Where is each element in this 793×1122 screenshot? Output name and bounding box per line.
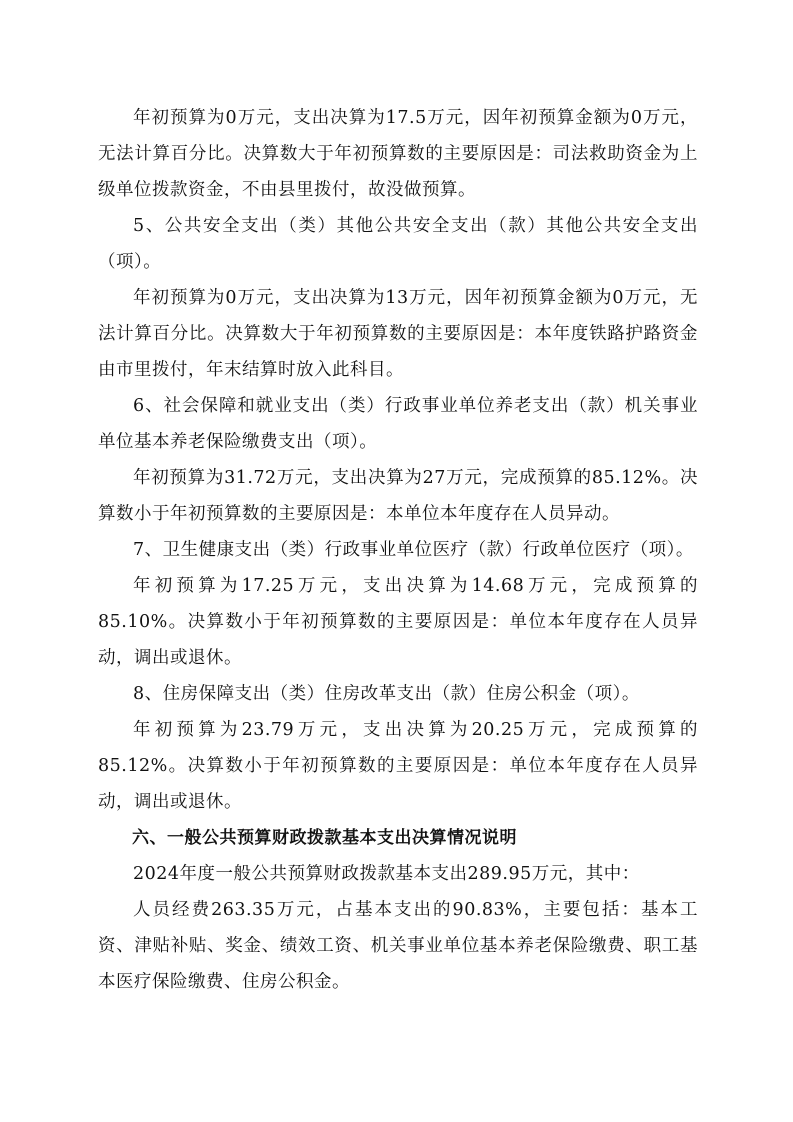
paragraph-personnel-expenses: 人员经费263.35万元，占基本支出的90.83%，主要包括：基本工资、津贴补贴、奖金、绩效工资、机关事业单位基本养老保险缴费、职工基本医疗保险缴费、住房公积金。: [98, 900, 698, 992]
section-heading: 六、一般公共预算财政拨款基本支出决算情况说明: [132, 828, 517, 848]
paragraph-item-8-budget: 年初预算为23.79万元，支出决算为20.25万元，完成预算的85.12%。决算数小于年初预算数的主要原因是：单位本年度存在人员异动，调出或退休。: [98, 720, 698, 812]
paragraph-judicial-aid-budget: 年初预算为0万元，支出决算为17.5万元，因年初预算金额为0万元，无法计算百分比。决算数大于年初预算数的主要原因是：司法救助资金为上级单位拨款资金，不由县里拨付，故没做预算。: [98, 108, 698, 200]
paragraph-item-7-budget: 年初预算为17.25万元，支出决算为14.68万元，完成预算的85.10%。决算数小于年初预算数的主要原因是：单位本年度存在人员异动，调出或退休。: [98, 576, 698, 668]
paragraph-item-7-title: 7、卫生健康支出（类）行政事业单位医疗（款）行政单位医疗（项）。: [133, 540, 694, 560]
paragraph-item-5-title: 5、公共安全支出（类）其他公共安全支出（款）其他公共安全支出（项）。: [98, 216, 698, 272]
paragraph-item-6-title: 6、社会保障和就业支出（类）行政事业单位养老支出（款）机关事业单位基本养老保险缴费支出（项）。: [98, 396, 698, 452]
document-body: [98, 100, 698, 1000]
paragraph-basic-expenditure-total: 2024年度一般公共预算财政拨款基本支出289.95万元，其中：: [133, 864, 640, 884]
paragraph-item-5-budget: 年初预算为0万元，支出决算为13万元，因年初预算金额为0万元，无法计算百分比。决算数大于年初预算数的主要原因是：本年度铁路护路资金由市里拨付，年末结算时放入此科目。: [98, 288, 698, 380]
paragraph-item-8-title: 8、住房保障支出（类）住房改革支出（款）住房公积金（项）。: [133, 684, 640, 704]
paragraph-item-6-budget: 年初预算为31.72万元，支出决算为27万元，完成预算的85.12%。决算数小于年初预算数的主要原因是：本单位本年度存在人员异动。: [98, 468, 698, 524]
